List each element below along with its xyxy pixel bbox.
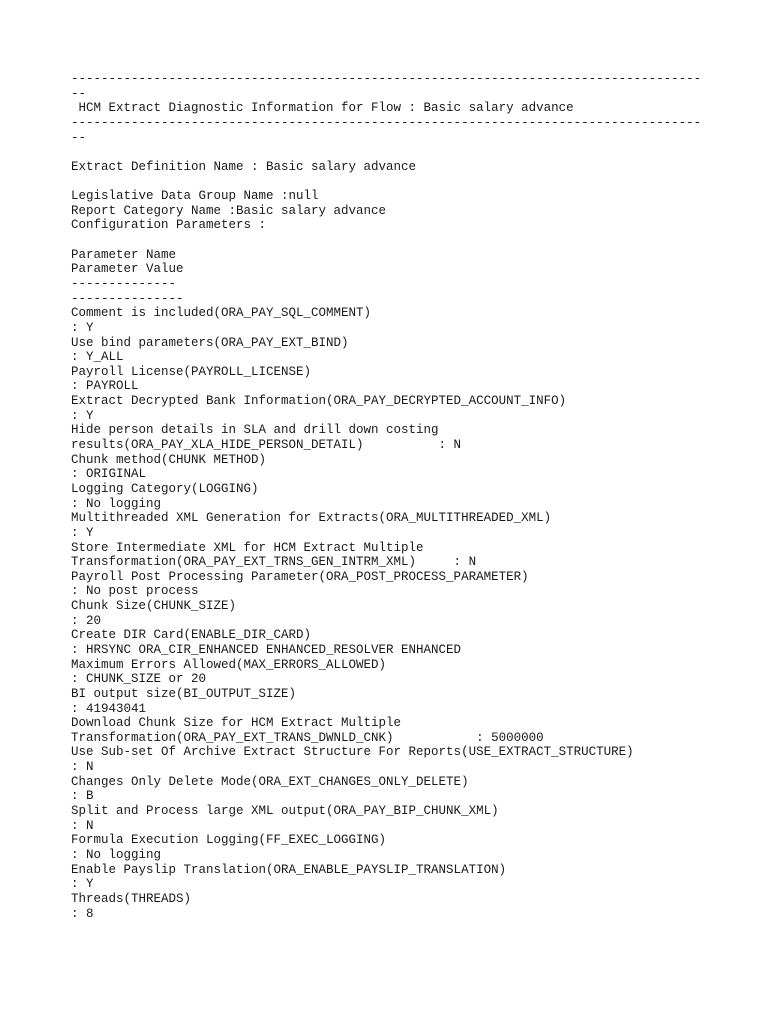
- blank-line: [71, 174, 711, 189]
- parameter-name: Store Intermediate XML for HCM Extract Multiple: [71, 540, 424, 555]
- column-header-parameter-value: Parameter Value: [71, 262, 184, 277]
- parameter-name: Extract Decrypted Bank Information(ORA_PAY_DECRYPTED_ACCOUNT_INFO): [71, 394, 567, 409]
- parameter-value: : CHUNK_SIZE or 20: [71, 672, 207, 687]
- parameter-name-and-value: Transformation(ORA_PAY_EXT_TRANS_DWNLD_CNK) : 5000000: [71, 730, 544, 745]
- parameter-name: BI output size(BI_OUTPUT_SIZE): [71, 686, 297, 701]
- parameter-name: Payroll Post Processing Parameter(ORA_POST_PROCESS_PARAMETER): [71, 569, 529, 584]
- parameter-name: Chunk method(CHUNK METHOD): [71, 452, 267, 467]
- parameter-name: Comment is included(ORA_PAY_SQL_COMMENT): [71, 306, 372, 321]
- parameter-value: : No logging: [71, 496, 162, 511]
- parameter-value: : Y: [71, 320, 94, 335]
- blank-line: [71, 145, 711, 160]
- parameter-name: Threads(THREADS): [71, 891, 192, 906]
- parameter-name: Chunk Size(CHUNK_SIZE): [71, 599, 237, 614]
- parameter-value: : Y: [71, 877, 94, 892]
- parameter-value: : 8: [71, 906, 94, 921]
- blank-line: [71, 233, 711, 248]
- separator-line-wrap: --: [71, 86, 87, 101]
- report-category-name: Report Category Name :Basic salary advance: [71, 203, 387, 218]
- parameter-value: : 41943041: [71, 701, 147, 716]
- parameter-value: : Y: [71, 525, 94, 540]
- separator-line: ------------------------------------------------------------------------------------: [71, 72, 702, 86]
- parameter-value: : N: [71, 818, 94, 833]
- parameter-value: : HRSYNC ORA_CIR_ENHANCED ENHANCED_RESOLVER ENHANCED: [71, 642, 462, 657]
- parameter-name: Enable Payslip Translation(ORA_ENABLE_PAYSLIP_TRANSLATION): [71, 862, 507, 877]
- parameter-name-and-value: Transformation(ORA_PAY_EXT_TRNS_GEN_INTRM_XML) : N: [71, 555, 477, 570]
- parameter-value: : ORIGINAL: [71, 467, 147, 482]
- separator-line: ------------------------------------------------------------------------------------: [71, 115, 702, 130]
- parameter-name: Logging Category(LOGGING): [71, 481, 259, 496]
- parameter-name: Multithreaded XML Generation for Extracts(ORA_MULTITHREADED_XML): [71, 511, 552, 526]
- separator-line-wrap: --: [71, 130, 87, 145]
- column-header-parameter-name: Parameter Name: [71, 247, 177, 262]
- column-header-underline: ---------------: [71, 291, 184, 306]
- parameter-name-and-value: results(ORA_PAY_XLA_HIDE_PERSON_DETAIL) : N: [71, 438, 462, 453]
- parameter-value: : N: [71, 760, 94, 775]
- legislative-data-group-name: Legislative Data Group Name :null: [71, 189, 319, 204]
- parameter-name: Create DIR Card(ENABLE_DIR_CARD): [71, 628, 312, 643]
- column-header-underline: --------------: [71, 276, 177, 291]
- parameter-name: Payroll License(PAYROLL_LICENSE): [71, 364, 312, 379]
- parameter-value: : Y: [71, 408, 94, 423]
- parameter-name: Formula Execution Logging(FF_EXEC_LOGGING): [71, 833, 387, 848]
- diagnostic-report-text: [71, 72, 711, 921]
- parameter-value: : B: [71, 789, 94, 804]
- parameter-name: Use Sub-set Of Archive Extract Structure For Reports(USE_EXTRACT_STRUCTURE): [71, 745, 634, 760]
- configuration-parameters-heading: Configuration Parameters :: [71, 218, 267, 233]
- parameter-value: : No post process: [71, 584, 199, 599]
- report-title: HCM Extract Diagnostic Information for Flow : Basic salary advance: [71, 101, 574, 116]
- parameter-name: Use bind parameters(ORA_PAY_EXT_BIND): [71, 335, 349, 350]
- parameter-name: Changes Only Delete Mode(ORA_EXT_CHANGES_ONLY_DELETE): [71, 774, 469, 789]
- parameter-value: : PAYROLL: [71, 379, 139, 394]
- parameter-value: : Y_ALL: [71, 350, 124, 365]
- extract-definition-name: Extract Definition Name : Basic salary advance: [71, 159, 417, 174]
- parameter-value: : 20: [71, 613, 102, 628]
- parameter-name: Download Chunk Size for HCM Extract Multiple: [71, 716, 402, 731]
- parameter-value: : No logging: [71, 847, 162, 862]
- parameter-name: Split and Process large XML output(ORA_PAY_BIP_CHUNK_XML): [71, 804, 499, 819]
- parameter-name: Hide person details in SLA and drill down costing: [71, 423, 439, 438]
- parameter-name: Maximum Errors Allowed(MAX_ERRORS_ALLOWED): [71, 657, 387, 672]
